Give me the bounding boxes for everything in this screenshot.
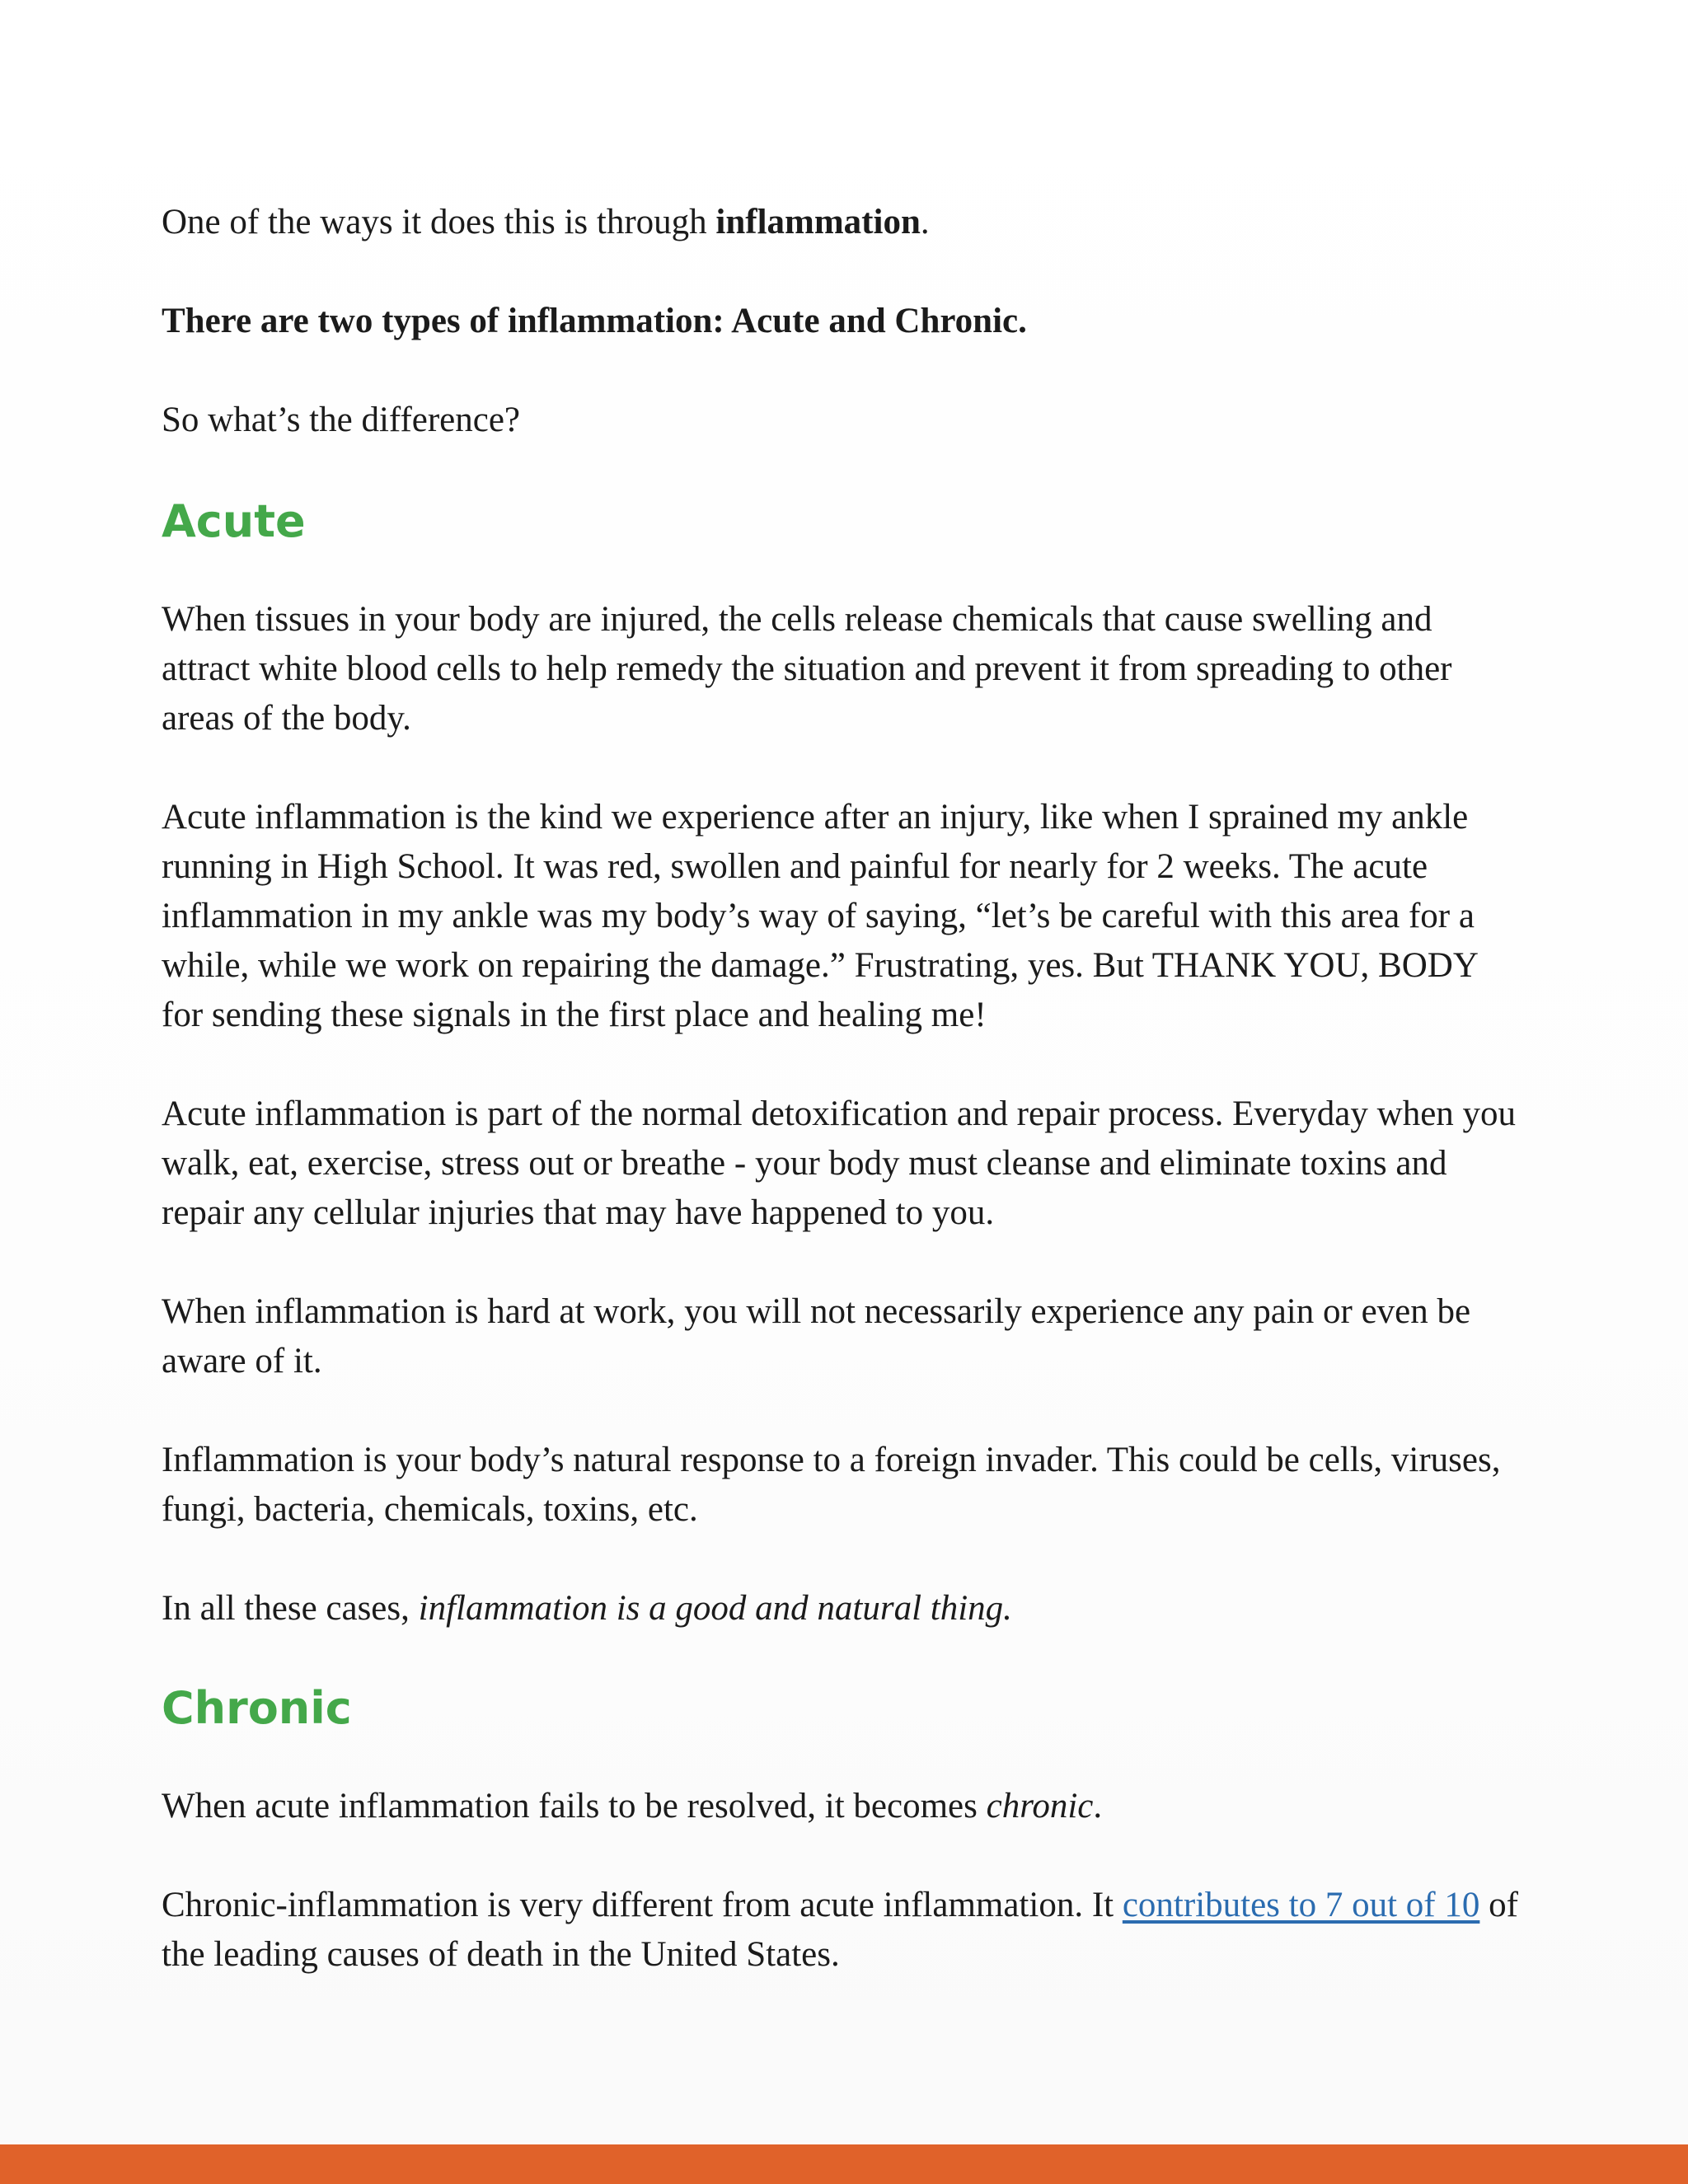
leading-causes-link[interactable]: contributes to 7 out of 10 [1122, 1886, 1480, 1924]
intro-sentence [162, 198, 1522, 247]
acute-paragraph-5: Inflammation is your body’s natural response to a foreign invader. This could be cells, viruses, fungi, bacteria, chemicals, toxins, etc. [162, 1441, 1501, 1529]
types-statement: There are two types of inflammation: Acute and Chronic. [162, 302, 1027, 340]
footer-bar [0, 2144, 1688, 2184]
chronic-p1-period: . [1093, 1787, 1103, 1825]
chronic-p2-end: of the leading causes of death in the United States. [162, 1886, 1518, 1974]
acute-paragraph-4: When inflammation is hard at work, you will not necessarily experience any pain or even be aware of it. [162, 1292, 1471, 1380]
chronic-paragraph-2 [162, 1881, 1522, 1980]
acute-closing [162, 1584, 1522, 1633]
chronic-p2-text: Chronic-inflammation is very different from acute inflammation. It [162, 1886, 1123, 1924]
chronic-term: chronic [986, 1787, 1094, 1825]
inflammation-term: inflammation [715, 203, 921, 241]
acute-closing-italic: inflammation is a good and natural thing. [418, 1589, 1012, 1628]
chronic-p1-text: When acute inflammation fails to be resolved, it becomes [162, 1787, 987, 1825]
chronic-heading: Chronic [162, 1682, 352, 1734]
article-body [162, 198, 1522, 1980]
acute-paragraph-2: Acute inflammation is the kind we experience after an injury, like when I sprained my ankle running in High School. It was red, swollen and painful for nearly for 2 weeks. The acute inflammation in my ankle was my body’s way of saying, “let’s be careful with this area for a while, while we work on repairing the damage.” Frustrating, yes. But THANK YOU, BODY for sending these signals in the first place and healing me! [162, 798, 1478, 1034]
chronic-paragraph-1 [162, 1782, 1522, 1831]
acute-closing-text: In all these cases, [162, 1589, 419, 1628]
acute-paragraph-3: Acute inflammation is part of the normal detoxification and repair process. Everyday when you walk, eat, exercise, stress out or breathe - your body must cleanse and eliminate toxins and repair any cellular injuries that may have happened to you. [162, 1094, 1517, 1232]
acute-paragraph-1: When tissues in your body are injured, the cells release chemicals that cause swelling and attract white blood cells to help remedy the situation and prevent it from spreading to other areas of the body. [162, 600, 1452, 738]
intro-period: . [920, 203, 930, 241]
intro-text: One of the ways it does this is through [162, 203, 716, 241]
acute-heading: Acute [162, 495, 306, 547]
difference-question: So what’s the difference? [162, 401, 521, 439]
